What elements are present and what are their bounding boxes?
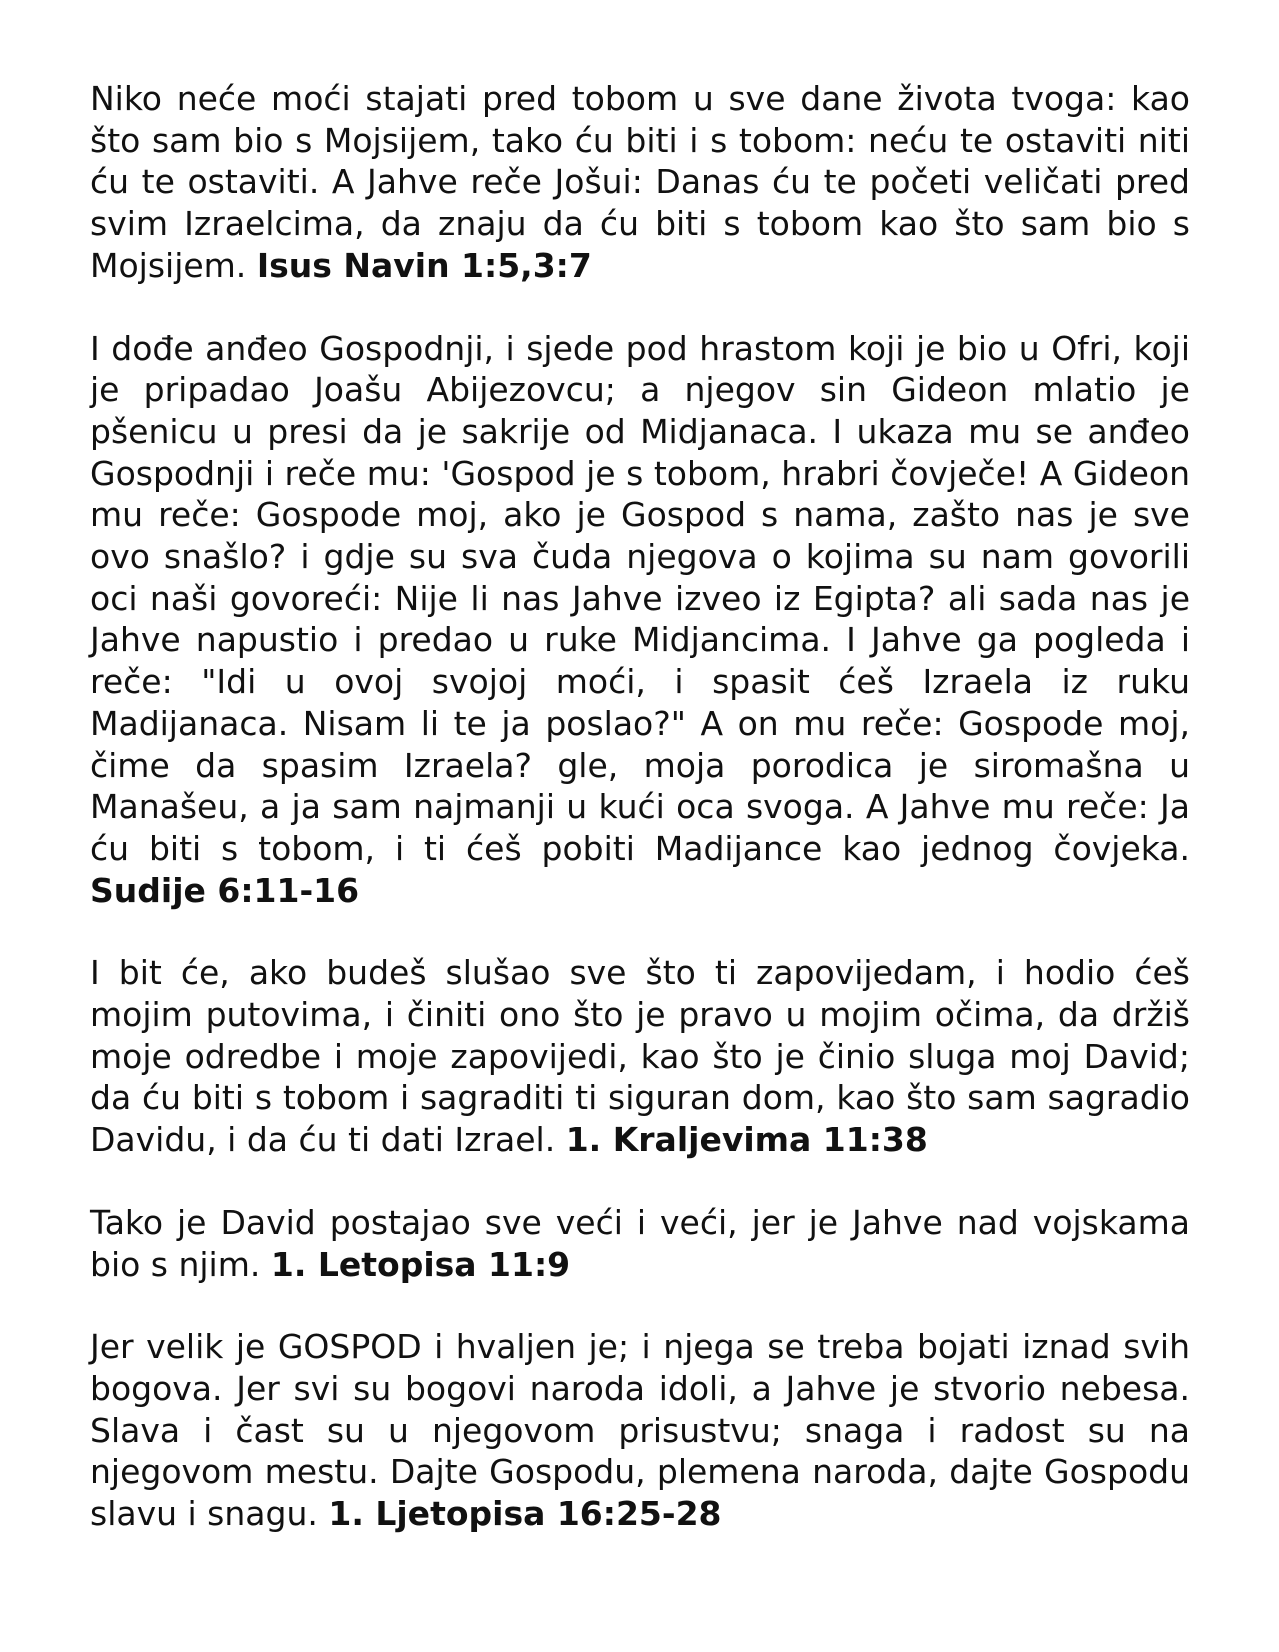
passage-text: I bit će, ako budeš slušao sve što ti zapovijedam, i hodio ćeš mojim putovima, i činiti ono što je pravo u mojim očima, da držiš moje odredbe i moje zapovijedi, kao što je činio sluga moj David; da ću biti s tobom i sagraditi ti siguran dom, kao što sam sagradio Davidu, i da ću ti dati Izrael. <box>90 953 1190 1160</box>
passage-kraljevima <box>90 952 1190 1161</box>
passage-letopisa <box>90 1202 1190 1285</box>
passage-text: Tako je David postajao sve veći i veći, jer je Jahve nad vojskama bio s njim. <box>90 1202 1190 1284</box>
passage-ljetopisa <box>90 1326 1190 1535</box>
passage-reference: 1. Ljetopisa 16:25-28 <box>328 1494 722 1534</box>
passage-isus-navin <box>90 78 1190 287</box>
passage-reference: Isus Navin 1:5,3:7 <box>256 245 592 285</box>
scripture-page <box>90 78 1190 1535</box>
passage-text: Niko neće moći stajati pred tobom u sve dane života tvoga: kao što sam bio s Mojsijem, tako ću biti i s tobom: neću te ostaviti niti ću te ostaviti. A Jahve reče Jošui: Danas ću te početi veličati pred svim Izraelcima, da znaju da ću biti s tobom kao što sam bio s Mojsijem. <box>90 79 1190 285</box>
passage-text: Jer velik je GOSPOD i hvaljen je; i njega se treba bojati iznad svih bogova. Jer svi su bogovi naroda idoli, a Jahve je stvorio nebesa. Slava i čast su u njegovom prisustvu; snaga i radost su na njegovom mestu. Dajte Gospodu, plemena naroda, dajte Gospodu slavu i snagu. <box>90 1327 1190 1534</box>
passage-text: I dođe anđeo Gospodnji, i sjede pod hrastom koji je bio u Ofri, koji je pripadao Joašu Abijezovcu; a njegov sin Gideon mlatio je pšenicu u presi da je sakrije od Midjanaca. I ukaza mu se anđeo Gospodnji i reče mu: 'Gospod je s tobom, hrabri čovječe! A Gideon mu reče: Gospode moj, ako je Gospod s nama, zašto nas je sve ovo snašlo? i gdje su sva čuda njegova o kojima su nam govorili oci naši govoreći: Nije li nas Jahve izveo iz Egipta? ali sada nas je Jahve napustio i predao u ruke Midjancima. I Jahve ga pogleda i reče: "Idi u ovoj svojoj moći, i spasit ćeš Izraela iz ruku Madijanaca. Nisam li te ja poslao?" A on mu reče: Gospode moj, čime da spasim Izraela? gle, moja porodica je siromašna u Manašeu, a ja sam najmanji u kući oca svoga. A Jahve mu reče: Ja ću biti s tobom, i ti ćeš pobiti Madijance kao jednog čovjeka. <box>90 328 1190 868</box>
passage-reference: 1. Letopisa 11:9 <box>270 1244 571 1284</box>
passage-reference: 1. Kraljevima 11:38 <box>565 1120 928 1160</box>
passage-sudije <box>90 328 1190 912</box>
passage-reference: Sudije 6:11-16 <box>90 870 360 910</box>
